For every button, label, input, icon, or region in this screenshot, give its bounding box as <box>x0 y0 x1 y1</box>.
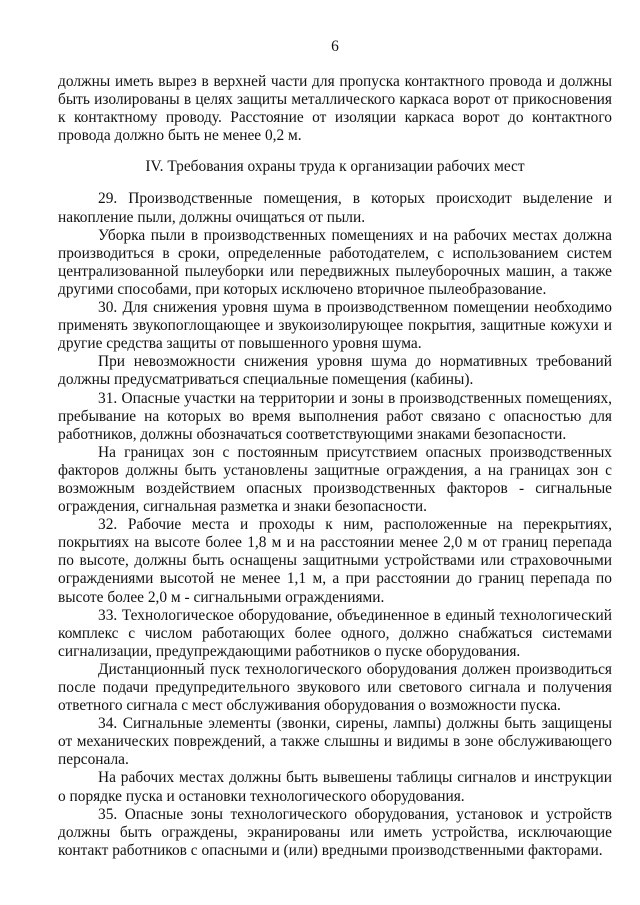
paragraph-33-remote-start: Дистанционный пуск технологического оборудования должен производиться после подачи предупредительного звукового или светового сигнала и получения ответного сигнала с мест обслуживания оборудования о возможности пуска. <box>58 660 612 715</box>
paragraph-29: 29. Производственные помещения, в которых происходит выделение и накопление пыли, должны очищаться от пыли. <box>58 190 612 226</box>
paragraph-35: 35. Опасные зоны технологического оборудования, установок и устройств должны быть ограждены, экранированы или иметь устройства, исключающие контакт работников с опасными и (или) вредными производственными факторами. <box>58 805 612 859</box>
paragraph-29-cleaning: Уборка пыли в производственных помещениях и на рабочих местах должна производиться в сроки, определенные работодателем, с использованием систем централизованной пылеуборки или передвижных пылеуборочных машин, а также другими способами, при которых исключено вторичное пылеобразование. <box>58 226 612 298</box>
page-number: 6 <box>331 38 339 55</box>
continuation-paragraph: должны иметь вырез в верхней части для пропуска контактного провода и должны быть изолированы в целях защиты металлического каркаса ворот от прикосновения к контактному проводу. Расстояние от изоляции каркаса ворот до контактного провода должно быть не менее 0,2 м. <box>58 73 612 145</box>
paragraph-33: 33. Технологическое оборудование, объединенное в единый технологический комплекс с числом работающих более одного, должно снабжаться системами сигнализации, предупреждающими работников о пуске оборудования. <box>58 606 612 660</box>
paragraph-31: 31. Опасные участки на территории и зоны в производственных помещениях, пребывание на которых во время выполнения работ связано с опасностью для работников, должны обозначаться соответствующими знаками безопасности. <box>58 389 612 443</box>
section-title: IV. Требования охраны труда к организации рабочих мест <box>145 158 525 176</box>
paragraph-32: 32. Рабочие места и проходы к ним, расположенные на перекрытиях, покрытиях на высоте более 1,8 м и на расстоянии менее 2,0 м от границ перепада по высоте, должны быть оснащены защитными устройствами или страховочными ограждениями высотой не менее 1,1 м, а при расстоянии до границ перепада по высоте более 2,0 м - сигнальными ограждениями. <box>58 516 612 606</box>
paragraph-30: 30. Для снижения уровня шума в производственном помещении необходимо применять звукопоглощающее и звукоизолирующее покрытия, защитные кожухи и другие средства защиты от повышенного уровня шума. <box>58 299 612 353</box>
paragraph-30-cabins: При невозможности снижения уровня шума до нормативных требований должны предусматриваться специальные помещения (кабины). <box>58 353 612 389</box>
paragraph-34: 34. Сигнальные элементы (звонки, сирены, лампы) должны быть защищены от механических повреждений, а также слышны и видимы в зоне обслуживающего персонала. <box>58 715 612 769</box>
paragraph-34-signal-tables: На рабочих местах должны быть вывешены таблицы сигналов и инструкции о порядке пуска и остановки технологического оборудования. <box>58 769 612 805</box>
paragraph-31-barriers: На границах зон с постоянным присутствием опасных производственных факторов должны быть установлены защитные ограждения, а на границах зон с возможным воздействием опасных производственных факторов - сигнальные ограждения, сигнальная разметка и знаки безопасности. <box>58 443 612 516</box>
